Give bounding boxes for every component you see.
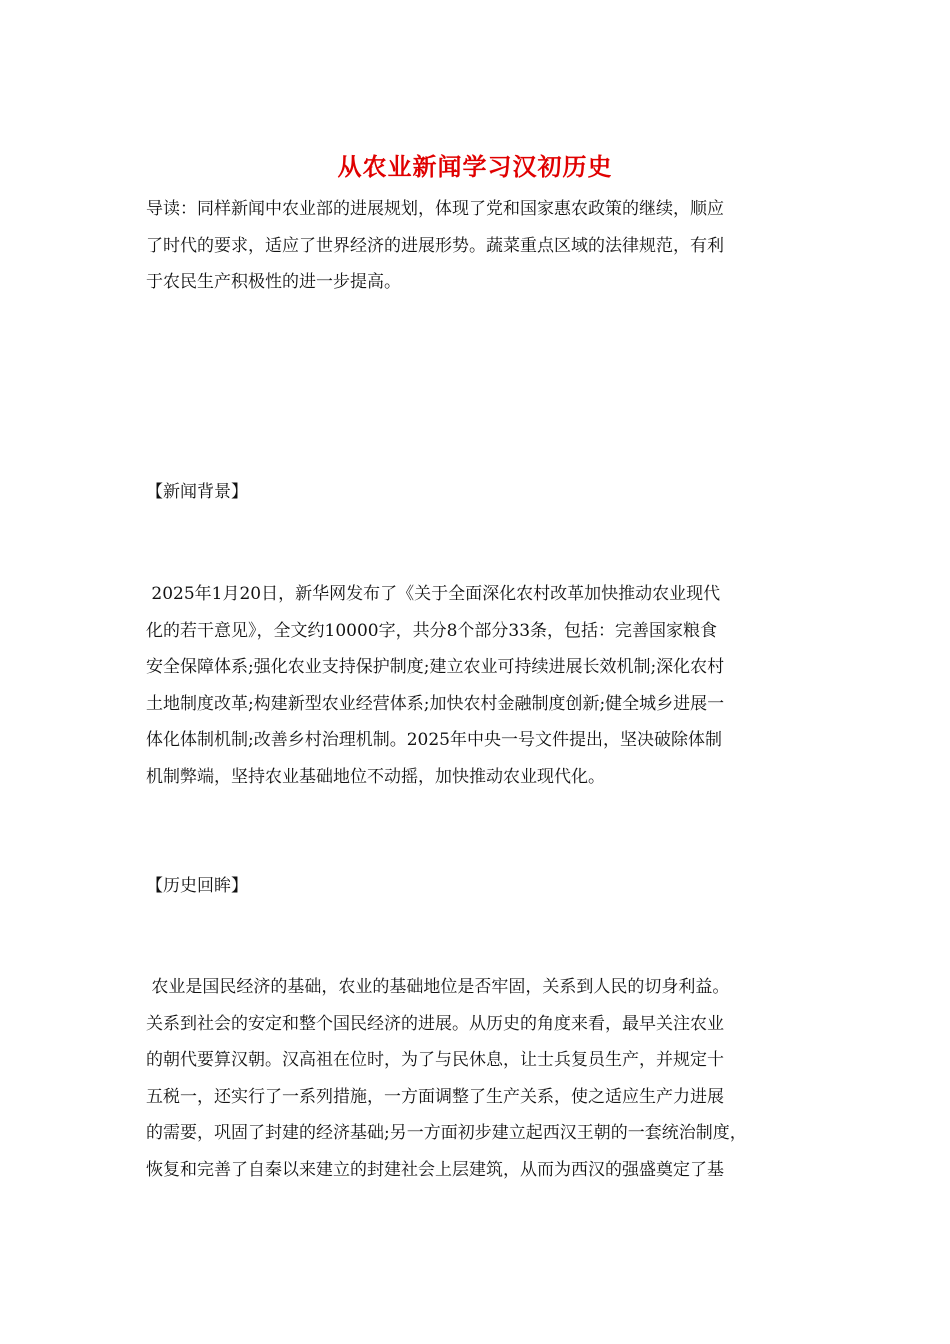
intro-line: 于农民生产积极性的进一步提高。 xyxy=(146,272,401,292)
paragraph-line: 的朝代要算汉朝。汉高祖在位时，为了与民休息，让士兵复员生产，并规定十 xyxy=(146,1050,724,1070)
paragraph-line: 的需要，巩固了封建的经济基础;另一方面初步建立起西汉王朝的一套统治制度， xyxy=(146,1123,747,1143)
section-heading-news-background: 【新闻背景】 xyxy=(146,482,248,502)
paragraph-line: 恢复和完善了自秦以来建立的封建社会上层建筑，从而为西汉的强盛奠定了基 xyxy=(146,1159,724,1180)
paragraph-line: 2025年1月20日，新华网发布了《关于全面深化农村改革加快推动农业现代 xyxy=(146,584,721,604)
paragraph-line: 农业是国民经济的基础，农业的基础地位是否牢固，关系到人民的切身利益。 xyxy=(146,977,730,997)
intro-line: 了时代的要求，适应了世界经济的进展形势。蔬菜重点区域的法律规范，有利 xyxy=(146,235,724,256)
intro-paragraph xyxy=(146,191,816,301)
news-background-paragraph xyxy=(146,576,816,795)
history-review-paragraph xyxy=(146,969,816,1188)
paragraph-line: 关系到社会的安定和整个国民经济的进展。从历史的角度来看，最早关注农业 xyxy=(146,1013,724,1034)
paragraph-line: 安全保障体系;强化农业支持保护制度;建立农业可持续进展长效机制;深化农村 xyxy=(146,657,725,677)
paragraph-line: 五税一，还实行了一系列措施，一方面调整了生产关系，使之适应生产力进展 xyxy=(146,1086,724,1107)
paragraph-line: 化的若干意见》，全文约10000字，共分8个部分33条，包括：完善国家粮食 xyxy=(146,620,718,641)
page-title: 从农业新闻学习汉初历史 xyxy=(337,152,613,181)
section-heading-history-review: 【历史回眸】 xyxy=(146,876,248,896)
paragraph-line: 体化体制机制;改善乡村治理机制。2025年中央一号文件提出，坚决破除体制 xyxy=(146,730,722,750)
paragraph-line: 土地制度改革;构建新型农业经营体系;加快农村金融制度创新;健全城乡进展一 xyxy=(146,693,725,714)
intro-line: 导读：同样新闻中农业部的进展规划，体现了党和国家惠农政策的继续，顺应 xyxy=(146,199,724,219)
paragraph-line: 机制弊端，坚持农业基础地位不动摇，加快推动农业现代化。 xyxy=(146,766,605,787)
